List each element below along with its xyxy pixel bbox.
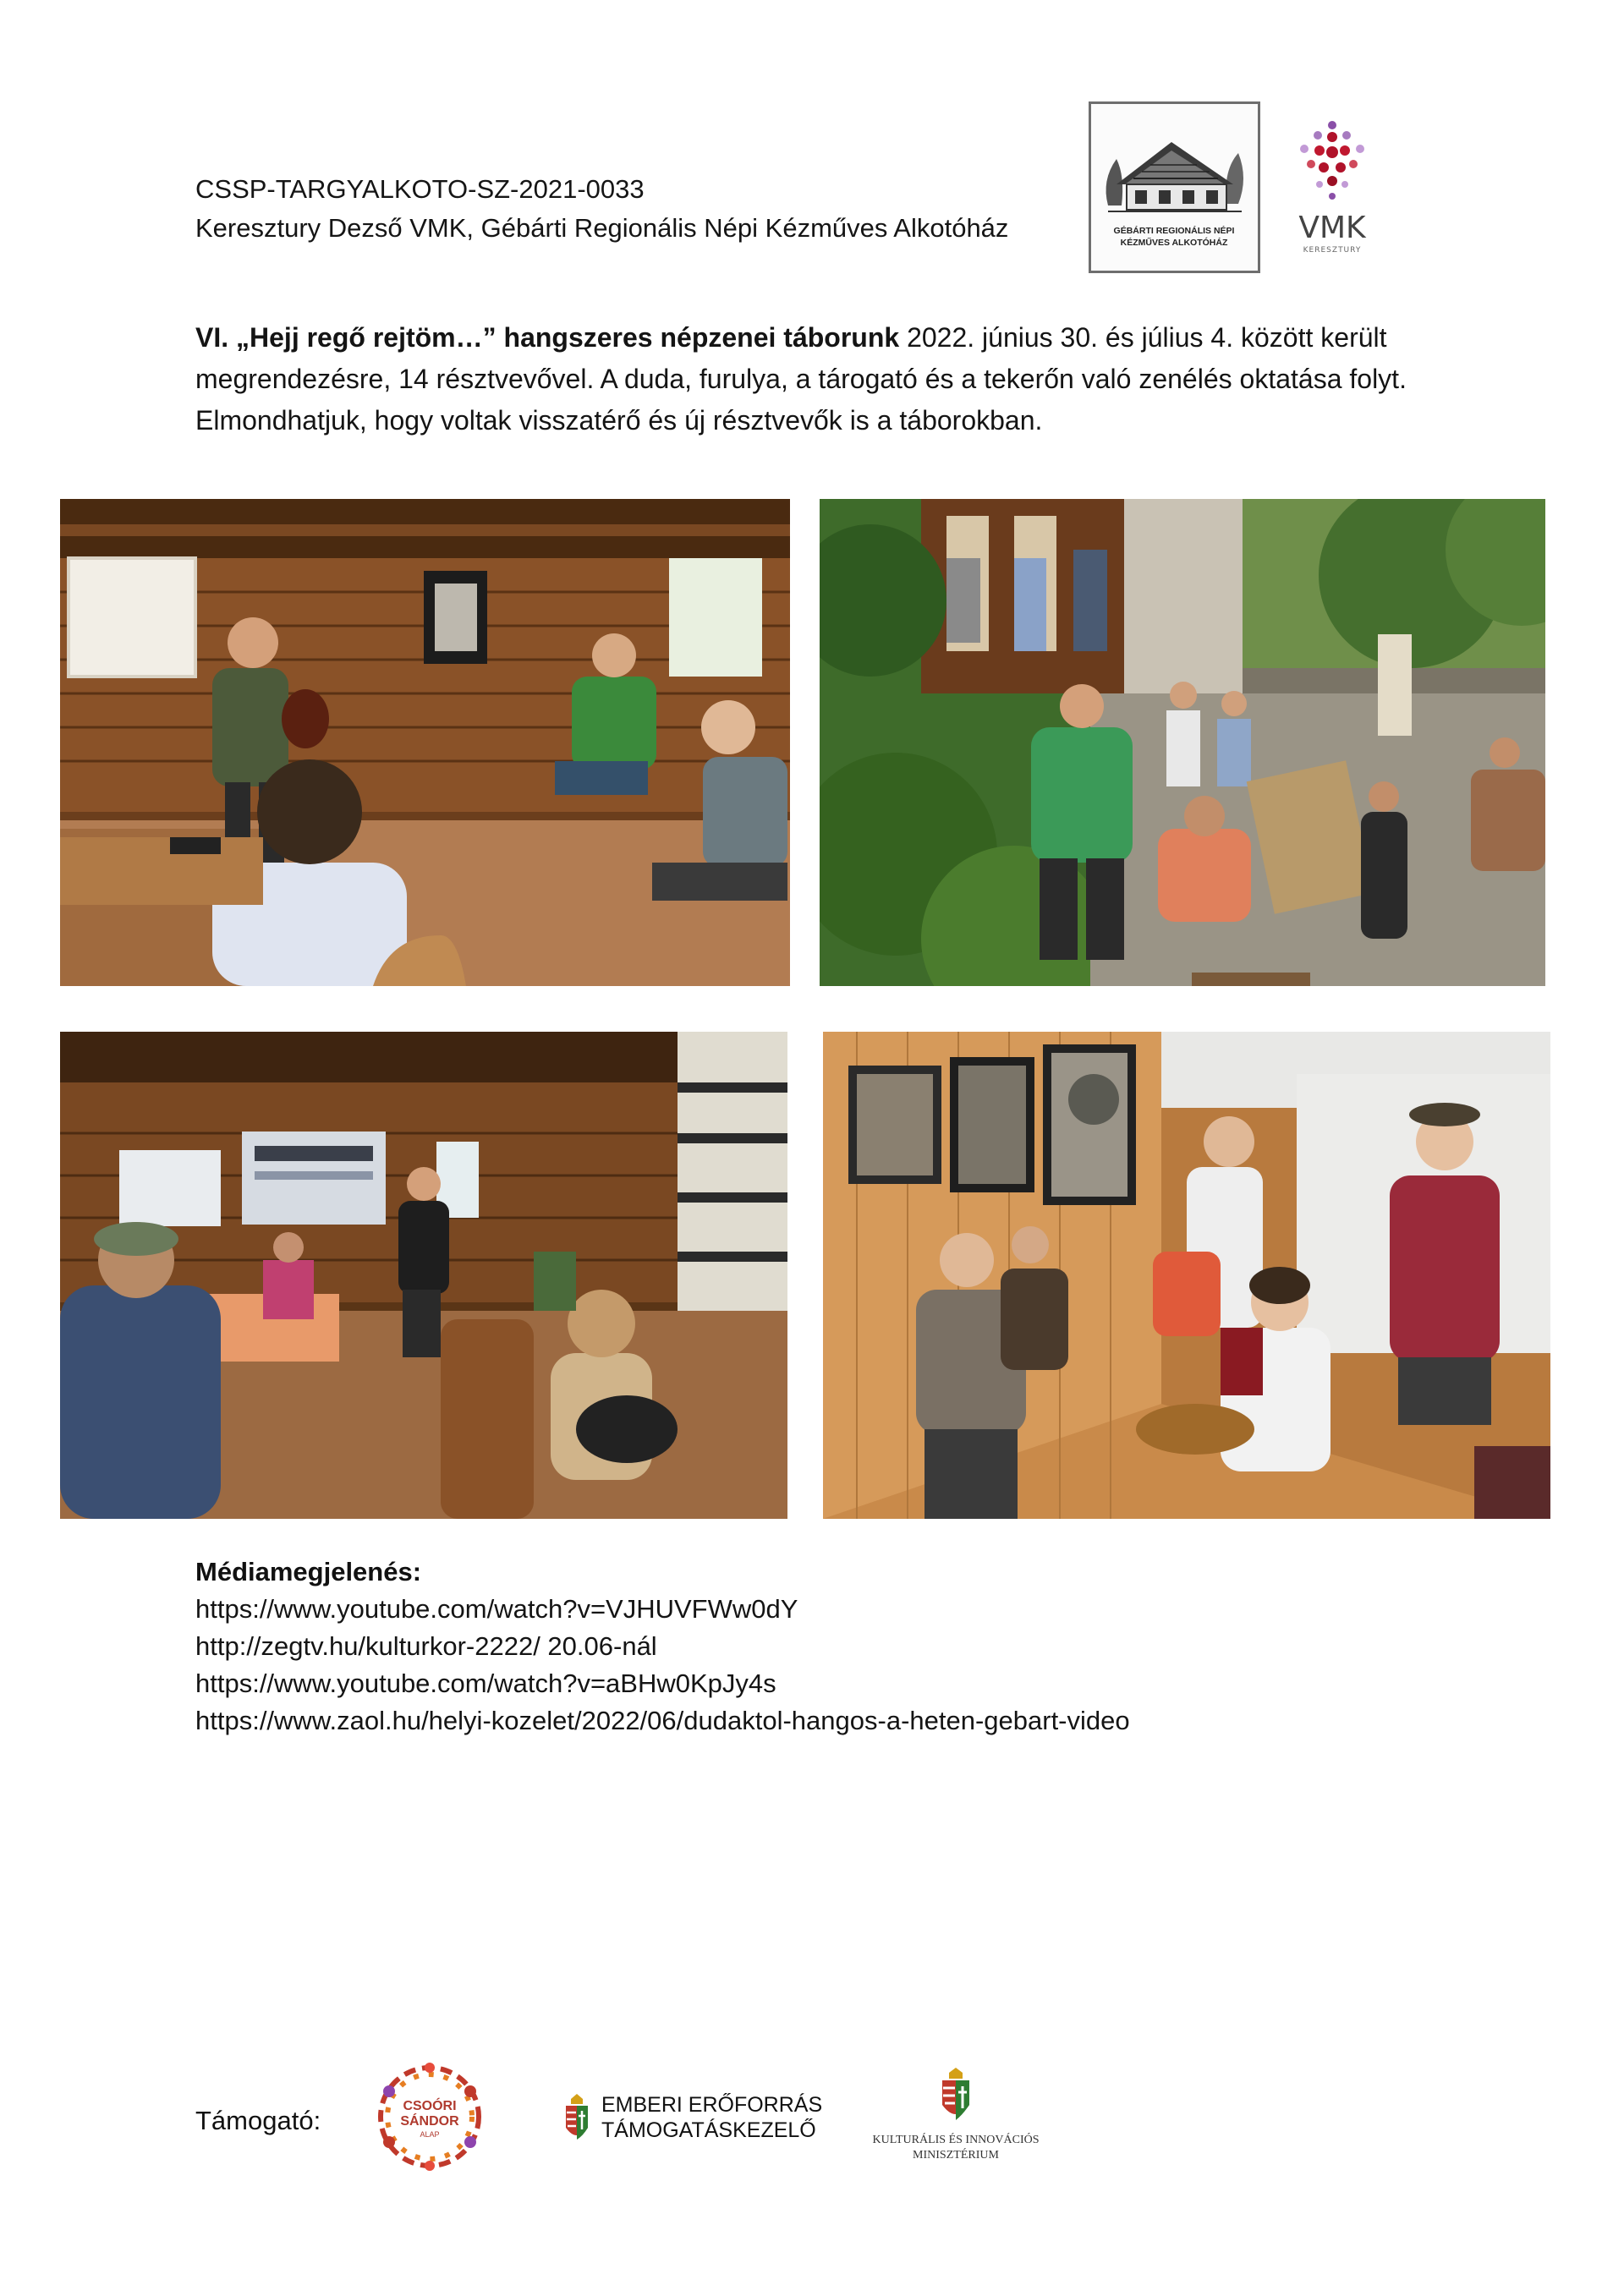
coat-of-arms-icon (939, 2068, 973, 2127)
intro-title: VI. „Hejj regő rejtöm…” hangszeres népzenei táborunk (195, 322, 900, 353)
house-drawing-icon (1091, 104, 1258, 271)
photo-icon (60, 499, 790, 986)
vmk-logo (1286, 117, 1379, 260)
alkotohaz-logo (1089, 101, 1260, 273)
kim-logo-line1: KULTURÁLIS ÉS INNOVÁCIÓS (872, 2134, 1040, 2146)
organization-name: Keresztury Dezső VMK, Gébárti Regionális Népi Kézműves Alkotóház (195, 213, 1009, 243)
project-code: CSSP-TARGYALKOTO-SZ-2021-0033 (195, 174, 645, 204)
kim-logo-line2: MINISZTÉRIUM (913, 2149, 999, 2162)
media-title: Médiamegjelenés: (195, 1557, 422, 1586)
photo-icon (823, 1032, 1550, 1519)
vmk-dots-icon (1286, 117, 1379, 260)
emet-logo-line1: EMBERI ERŐFORRÁS (601, 2093, 823, 2117)
media-link-1[interactable]: https://www.youtube.com/watch?v=VJHUVFWw0dY (195, 1594, 798, 1624)
media-link-2[interactable]: http://zegtv.hu/kulturkor-2222/ 20.06-nál (195, 1631, 657, 1661)
alkotohaz-logo-line2: KÉZMŰVES ALKOTÓHÁZ (1120, 238, 1228, 248)
emet-logo (562, 2091, 829, 2150)
media-link-3[interactable]: https://www.youtube.com/watch?v=aBHw0KpJy4s (195, 1669, 776, 1698)
photo-icon (60, 1032, 787, 1519)
alkotohaz-logo-line1: GÉBÁRTI REGIONÁLIS NÉPI (1113, 226, 1235, 236)
emet-logo-line2: TÁMOGATÁSKEZELŐ (601, 2118, 816, 2142)
photo-icon (820, 499, 1545, 986)
csoori-logo-line2: SÁNDOR (400, 2114, 459, 2129)
intro-line-2: megrendezésre, 14 résztvevővel. A duda, furulya, a tárogató és a tekerőn való zenélés oktatása folyt. (195, 364, 1407, 394)
csoori-logo-line1: CSOÓRI (403, 2099, 457, 2113)
media-section (195, 1553, 1549, 1740)
intro-line-1 (195, 317, 1481, 359)
intro-line-1-rest: 2022. június 30. és július 4. között került (899, 322, 1387, 353)
csoori-wreath-icon (370, 2058, 489, 2176)
photo-presentation-room (60, 1032, 787, 1519)
vmk-logo-sub: KERESZTURY (1303, 246, 1362, 255)
supporter-label: Támogató: (195, 2106, 321, 2135)
photo-outdoor-courtyard-group (820, 499, 1545, 986)
kim-logo (867, 2068, 1045, 2169)
intro-line-3: Elmondhatjuk, hogy voltak visszatérő és új résztvevők is a táborokban. (195, 405, 1043, 436)
photo-attic-music-session (823, 1032, 1550, 1519)
csoori-sandor-logo (370, 2058, 489, 2176)
coat-of-arms-icon (562, 2094, 591, 2146)
photo-indoor-bagpipe-lesson (60, 499, 790, 986)
csoori-logo-line3: ALAP (420, 2130, 440, 2139)
intro-paragraph (195, 317, 1481, 441)
vmk-logo-mark: VMK (1298, 211, 1366, 245)
media-link-4[interactable]: https://www.zaol.hu/helyi-kozelet/2022/06/dudaktol-hangos-a-heten-gebart-video (195, 1706, 1130, 1735)
